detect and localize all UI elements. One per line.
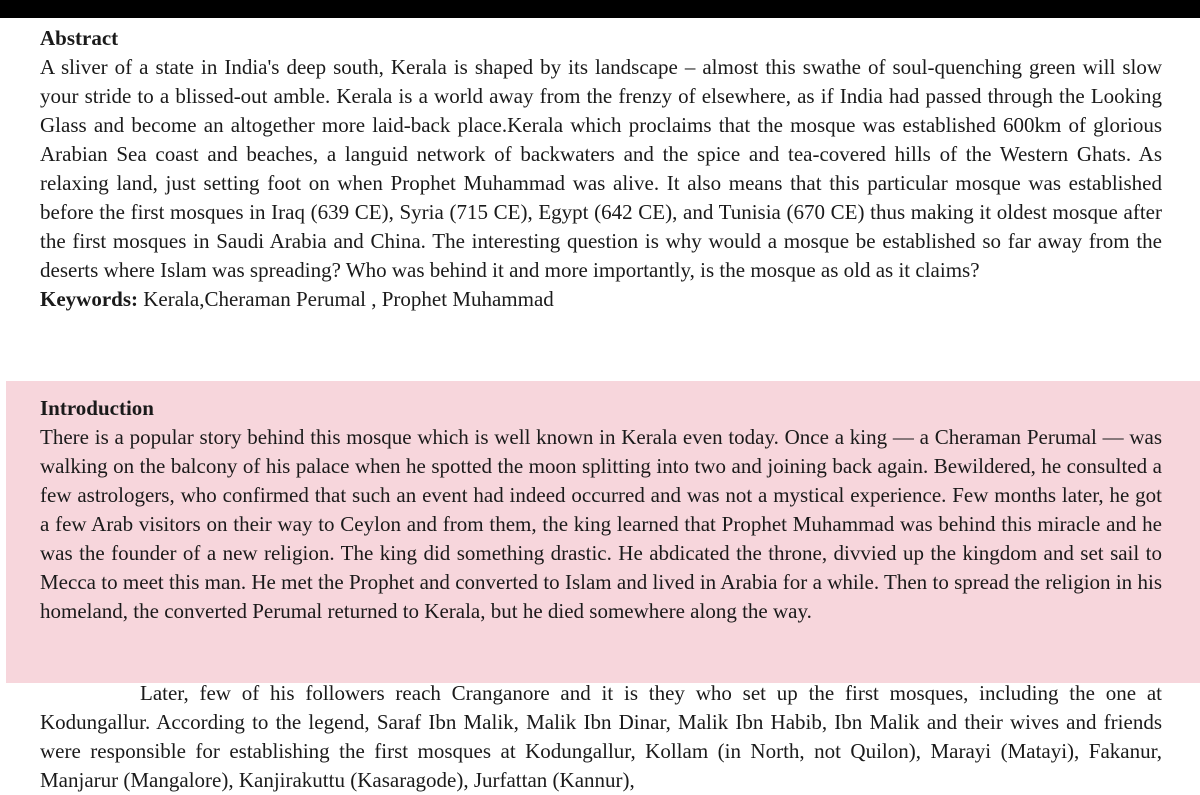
continuation-paragraph: Later, few of his followers reach Cranganore and it is they who set up the first mosques, including the one at Kodungallur. According to the legend, Saraf Ibn Malik, Malik Ibn Dinar, Malik Ibn Habib, Ibn Malik and their wives and friends were responsible for establishing the first mosques at Kodungallur, Kollam (in North, not Quilon), Marayi (Matayi), Fakanur, Manjarur (Mangalore), Kanjirakuttu (Kasaragode), Jurfattan (Kannur),	[40, 681, 1162, 792]
continuation-section	[40, 679, 1162, 795]
keywords-line	[40, 285, 1162, 314]
abstract-section	[40, 24, 1162, 314]
introduction-heading: Introduction	[40, 396, 154, 420]
keywords-value: Kerala,Cheraman Perumal , Prophet Muhammad	[143, 287, 554, 311]
introduction-paragraph: There is a popular story behind this mosque which is well known in Kerala even today. Once a king — a Cheraman Perumal — was walking on the balcony of his palace when he spotted the moon splitting into two and joining back again. Bewildered, he consulted a few astrologers, who confirmed that such an event had indeed occurred and was not a mystical experience. Few months later, he got a few Arab visitors on their way to Ceylon and from them, the king learned that Prophet Muhammad was behind this miracle and he was the founder of a new religion. The king did something drastic. He abdicated the throne, divvied up the kingdom and set sail to Mecca to meet this man. He met the Prophet and converted to Islam and lived in Arabia for a while. Then to spread the religion in his homeland, the converted Perumal returned to Kerala, but he died somewhere along the way.	[40, 425, 1162, 623]
abstract-paragraph: A sliver of a state in India's deep south, Kerala is shaped by its landscape – almost this swathe of soul-quenching green will slow your stride to a blissed-out amble. Kerala is a world away from the frenzy of elsewhere, as if India had passed through the Looking Glass and become an altogether more laid-back place.Kerala which proclaims that the mosque was established 600km of glorious Arabian Sea coast and beaches, a languid network of backwaters and the spice and tea-covered hills of the Western Ghats. As relaxing land, just setting foot on when Prophet Muhammad was alive. It also means that this particular mosque was established before the first mosques in Iraq (639 CE), Syria (715 CE), Egypt (642 CE), and Tunisia (670 CE) thus making it oldest mosque after the first mosques in Saudi Arabia and China. The interesting question is why would a mosque be established so far away from the deserts where Islam was spreading? Who was behind it and more importantly, is the mosque as old as it claims?	[40, 55, 1162, 282]
abstract-heading: Abstract	[40, 26, 119, 50]
keywords-label: Keywords:	[40, 287, 138, 311]
top-black-bar	[0, 0, 1200, 18]
introduction-section	[40, 394, 1162, 626]
